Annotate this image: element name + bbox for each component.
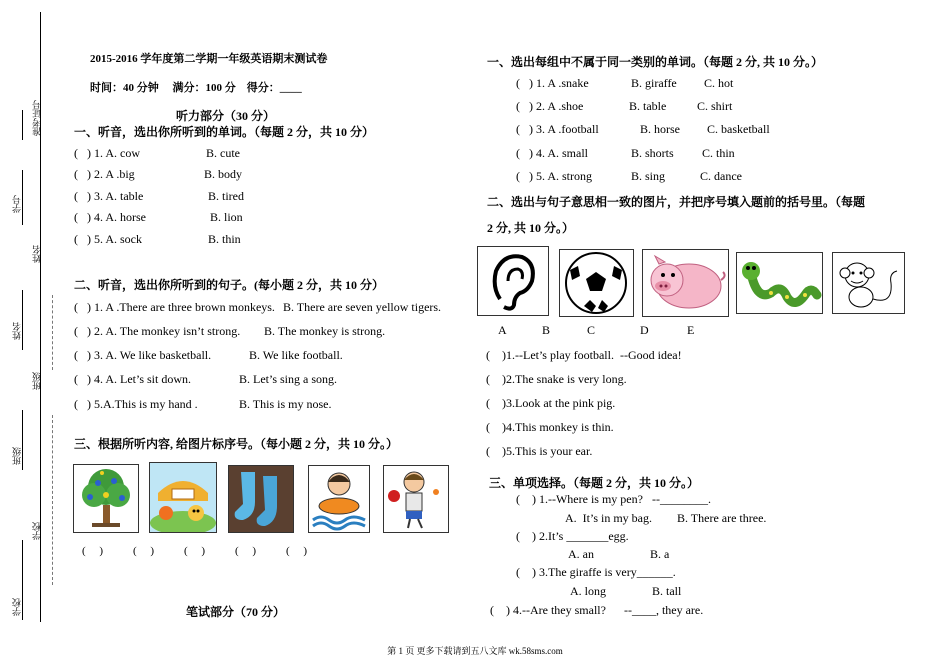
written-s2-title: 二、选出与句子意思相一致的图片，并把序号填入题前的括号里。（每题 (487, 195, 866, 209)
list-item-b: B. table (629, 99, 667, 113)
list-item-c: C. basketball (707, 122, 770, 136)
list-item: ( ) 5. A. sock (74, 232, 142, 246)
exam-number-line (22, 110, 23, 140)
class-label-top: 班级 (32, 372, 42, 390)
listening-s1-title: 一、听音，选出你所听到的单词。（每题 2 分，共 10 分） (74, 125, 375, 139)
written-s3-title: 三、单项选择。（每题 2 分，共 10 分。） (489, 476, 700, 490)
listening-s3-title: 三、根据所听内容, 给图片标序号。（每小题 2 分，共 10 分。） (74, 437, 399, 451)
list-item-b: B. giraffe (631, 76, 677, 90)
answer-bracket: ( ) (133, 545, 155, 557)
list-item-b: B. We like football. (249, 348, 343, 362)
list-item-b: B. Let’s sing a song. (239, 372, 337, 386)
list-item: ( ) 4.--Are they small? --____, they are. (490, 603, 704, 617)
written-s2-title-cont: 2 分, 共 10 分。） (487, 221, 575, 235)
list-item: ( ) 1. A .There are three brown monkeys. (74, 300, 275, 314)
list-item: ( ) 2.It’s _______egg. (516, 529, 629, 543)
student-number-label: 学号 (12, 195, 22, 213)
list-item-b: B. body (204, 167, 243, 181)
zoo-picture (149, 462, 217, 533)
list-item: ( ) 3. A .football (516, 122, 599, 136)
ear-picture (477, 246, 549, 316)
monkey-picture (832, 252, 905, 314)
list-item: ( )2.The snake is very long. (486, 372, 627, 386)
binding-dashed-line-1 (52, 295, 53, 370)
list-item-b: B. tired (208, 189, 244, 203)
name-label-top: 姓名 (32, 245, 42, 263)
list-item: ( ) 1. A .snake (516, 76, 589, 90)
list-item-c: C. dance (700, 169, 742, 183)
list-item: ( ) 5.A.This is my hand . (74, 397, 198, 411)
exam-title: 2015-2016 学年度第二学期一年级英语期末测试卷 (90, 53, 328, 65)
list-item: ( )1.--Let’s play football. --Good idea! (486, 348, 682, 362)
list-item: ( ) 4. A. horse (74, 210, 146, 224)
list-item: ( )4.This monkey is thin. (486, 420, 614, 434)
binding-dashed-line-2 (52, 415, 53, 585)
socks-picture (228, 465, 294, 533)
list-item-b: B. This is my nose. (239, 397, 332, 411)
answer-bracket: ( ) (235, 545, 257, 557)
exam-number-label: 准考证号 (32, 100, 42, 136)
ping-pong-boy-picture (383, 465, 449, 533)
pig-picture (642, 249, 729, 317)
list-item: ( ) 1.--Where is my pen? --________. (516, 492, 711, 506)
option-a: A. an (568, 547, 594, 561)
class-line (22, 410, 23, 470)
tree-picture (73, 464, 139, 533)
picture-letter-d: D (640, 323, 649, 337)
snake-picture (736, 252, 823, 314)
school-label: 学校 (12, 598, 22, 616)
option-a: A. long (570, 584, 606, 598)
list-item-b: B. shorts (631, 146, 674, 160)
list-item-b: B. horse (640, 122, 680, 136)
list-item: ( ) 1. A. cow (74, 146, 140, 160)
list-item: ( )5.This is your ear. (486, 444, 593, 458)
list-item-b: B. The monkey is strong. (264, 324, 386, 338)
list-item: ( ) 3. A. We like basketball. (74, 348, 212, 362)
picture-letter-c: C (587, 323, 596, 337)
list-item-b: B. There are seven yellow tigers. (283, 300, 442, 314)
football-picture (559, 249, 634, 317)
list-item: ( ) 3. A. table (74, 189, 144, 203)
list-item: ( ) 2. A .big (74, 167, 135, 181)
list-item-c: C. thin (702, 146, 735, 160)
name-label: 姓名 (12, 322, 22, 340)
written-part-title: 笔试部分（70 分） (186, 605, 286, 619)
list-item: ( ) 3.The giraffe is very______. (516, 565, 676, 579)
answer-bracket: ( ) (82, 545, 104, 557)
student-number-line (22, 170, 23, 225)
list-item-b: B. cute (206, 146, 240, 160)
listening-part-title: 听力部分（30 分） (176, 109, 276, 123)
list-item: ( )3.Look at the pink pig. (486, 396, 616, 410)
list-item: ( ) 4. A. small (516, 146, 588, 160)
page-footer: 第 1 页 更多下载请到五八文库 wk.58sms.com (387, 646, 563, 656)
list-item: ( ) 4. A. Let’s sit down. (74, 372, 191, 386)
school-line (22, 540, 23, 620)
swimming-boy-picture (308, 465, 370, 533)
written-s1-title: 一、选出每组中不属于同一类别的单词。（每题 2 分, 共 10 分。） (487, 55, 824, 69)
list-item-b: B. thin (208, 232, 241, 246)
name-line (22, 290, 23, 350)
school-label-top: 学校 (32, 522, 42, 540)
list-item-b: B. lion (210, 210, 243, 224)
list-item-b: B. sing (631, 169, 666, 183)
picture-letter-e: E (687, 323, 695, 337)
class-label: 班级 (12, 447, 22, 465)
list-item: ( ) 2. A. The monkey isn’t strong. (74, 324, 241, 338)
list-item-c: C. hot (704, 76, 734, 90)
option-b: B. tall (652, 584, 682, 598)
list-item: ( ) 2. A .shoe (516, 99, 584, 113)
option-b: B. There are three. (677, 511, 767, 525)
picture-letter-a: A (498, 323, 507, 337)
option-a: A. It’s in my bag. (565, 511, 652, 525)
answer-bracket: ( ) (286, 545, 308, 557)
option-b: B. a (650, 547, 670, 561)
picture-letter-b: B (542, 323, 551, 337)
listening-s2-title: 二、听音，选出你所听到的句子。(每小题 2 分，共 10 分） (74, 278, 384, 292)
answer-bracket: ( ) (184, 545, 206, 557)
list-item-c: C. shirt (697, 99, 733, 113)
list-item: ( ) 5. A. strong (516, 169, 592, 183)
exam-info-line: 时间：40 分钟 满分：100 分 得分：____ (90, 82, 302, 94)
